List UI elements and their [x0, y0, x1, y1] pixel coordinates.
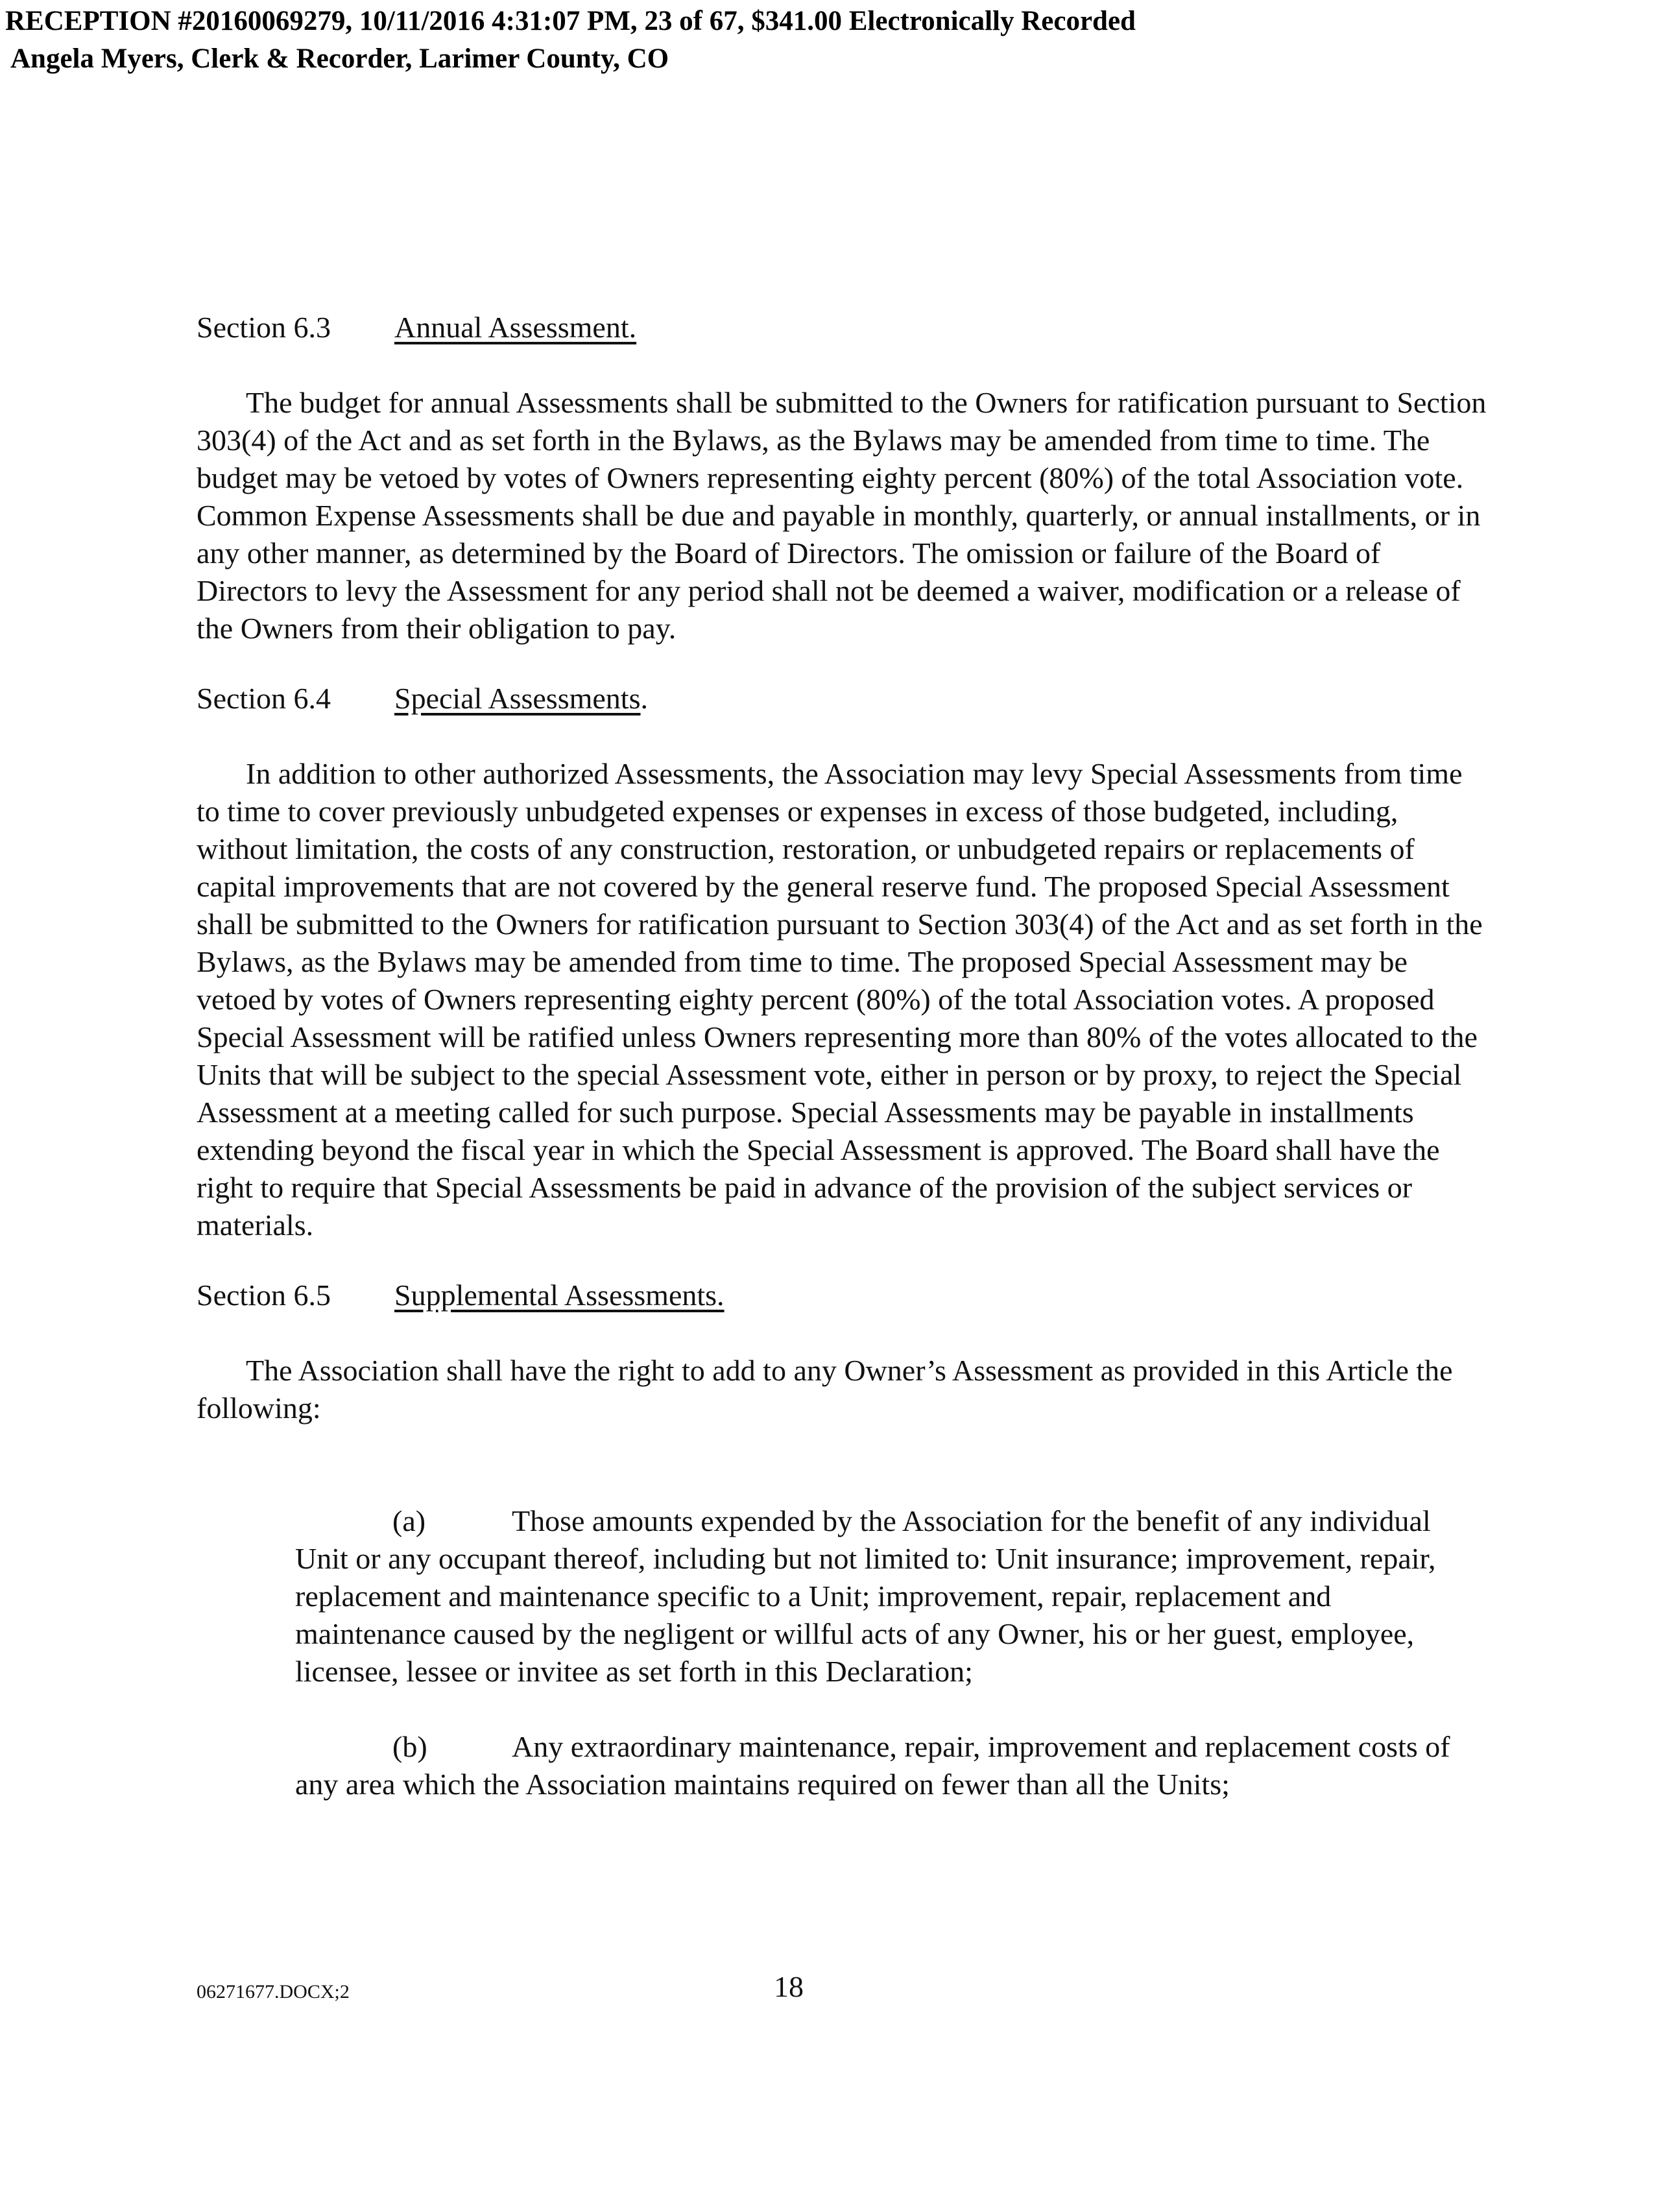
section-number: Section 6.5: [197, 1279, 331, 1312]
section-heading-6-4: [197, 680, 1487, 717]
section-heading-6-3: [197, 309, 1487, 346]
section-title-period: .: [640, 682, 648, 715]
section-title: Annual Assessment.: [394, 311, 637, 344]
section-title: Special Assessments: [394, 682, 641, 715]
section-paragraph: In addition to other authorized Assessments, the Association may levy Special Assessments from time to time to cover previously unbudgeted expenses or expenses in excess of those budgeted, including, without limitation, the costs of any construction, restoration, or unbudgeted repairs or replacements of capital improvements that are not covered by the general reserve fund. The proposed Special Assessment shall be submitted to the Owners for ratification pursuant to Section 303(4) of the Act and as set forth in the Bylaws, as the Bylaws may be amended from time to time. The proposed Special Assessment may be vetoed by votes of Owners representing eighty percent (80%) of the total Association votes. A proposed Special Assessment will be ratified unless Owners representing more than 80% of the votes allocated to the Units that will be subject to the special Assessment vote, either in person or by proxy, to reject the Special Assessment at a meeting called for such purpose. Special Assessments may be payable in installments extending beyond the fiscal year in which the Special Assessment is approved. The Board shall have the right to require that Special Assessments be paid in advance of the provision of the subject services or materials.: [197, 757, 1483, 1242]
page-number: 18: [774, 1970, 804, 2003]
section-paragraph: The budget for annual Assessments shall be submitted to the Owners for ratification pursuant to Section 303(4) of the Act and as set forth in the Bylaws, as the Bylaws may be amended from time to time. The budget may be vetoed by votes of Owners representing eighty percent (80%) of the total Association vote. Common Expense Assessments shall be due and payable in monthly, quarterly, or annual installments, or in any other manner, as determined by the Board of Directors. The omission or failure of the Board of Directors to levy the Assessment for any period shall not be deemed a waiver, modification or a release of the Owners from their obligation to pay.: [197, 386, 1487, 645]
recording-stamp-line-1: RECEPTION #20160069279, 10/11/2016 4:31:07 PM, 23 of 67, $341.00 Electronically Recorded: [5, 6, 1136, 36]
list-item-marker: (b): [392, 1730, 427, 1763]
page-footer: [197, 1969, 1487, 2015]
document-id: 06271677.DOCX;2: [197, 1981, 350, 2002]
list-item-marker: (a): [392, 1504, 426, 1537]
section-number: Section 6.3: [197, 311, 331, 344]
list-item-text: Those amounts expended by the Association for the benefit of any individual Unit or any occupant thereof, including but not limited to: Unit insurance; improvement, repair, replacement and maintenance specific to a Unit; improvement, repair, replacement and maintenance caused by the negligent or willful acts of any Owner, his or her guest, employee, licensee, lessee or invitee as set forth in this Declaration;: [295, 1504, 1436, 1688]
list-item-b: [295, 1728, 1482, 1803]
section-heading-6-5: [197, 1277, 1487, 1314]
list-item-text: Any extraordinary maintenance, repair, improvement and replacement costs of any area which the Association maintains required on fewer than all the Units;: [295, 1730, 1450, 1801]
document-body: [197, 309, 1487, 1803]
recording-stamp: [5, 3, 1136, 78]
section-number: Section 6.4: [197, 682, 331, 715]
recording-stamp-line-2: Angela Myers, Clerk & Recorder, Larimer County, CO: [10, 43, 669, 74]
list-item-a: [295, 1502, 1482, 1690]
section-paragraph: The Association shall have the right to add to any Owner’s Assessment as provided in this Article the following:: [197, 1354, 1453, 1425]
section-title: Supplemental Assessments.: [394, 1279, 725, 1312]
